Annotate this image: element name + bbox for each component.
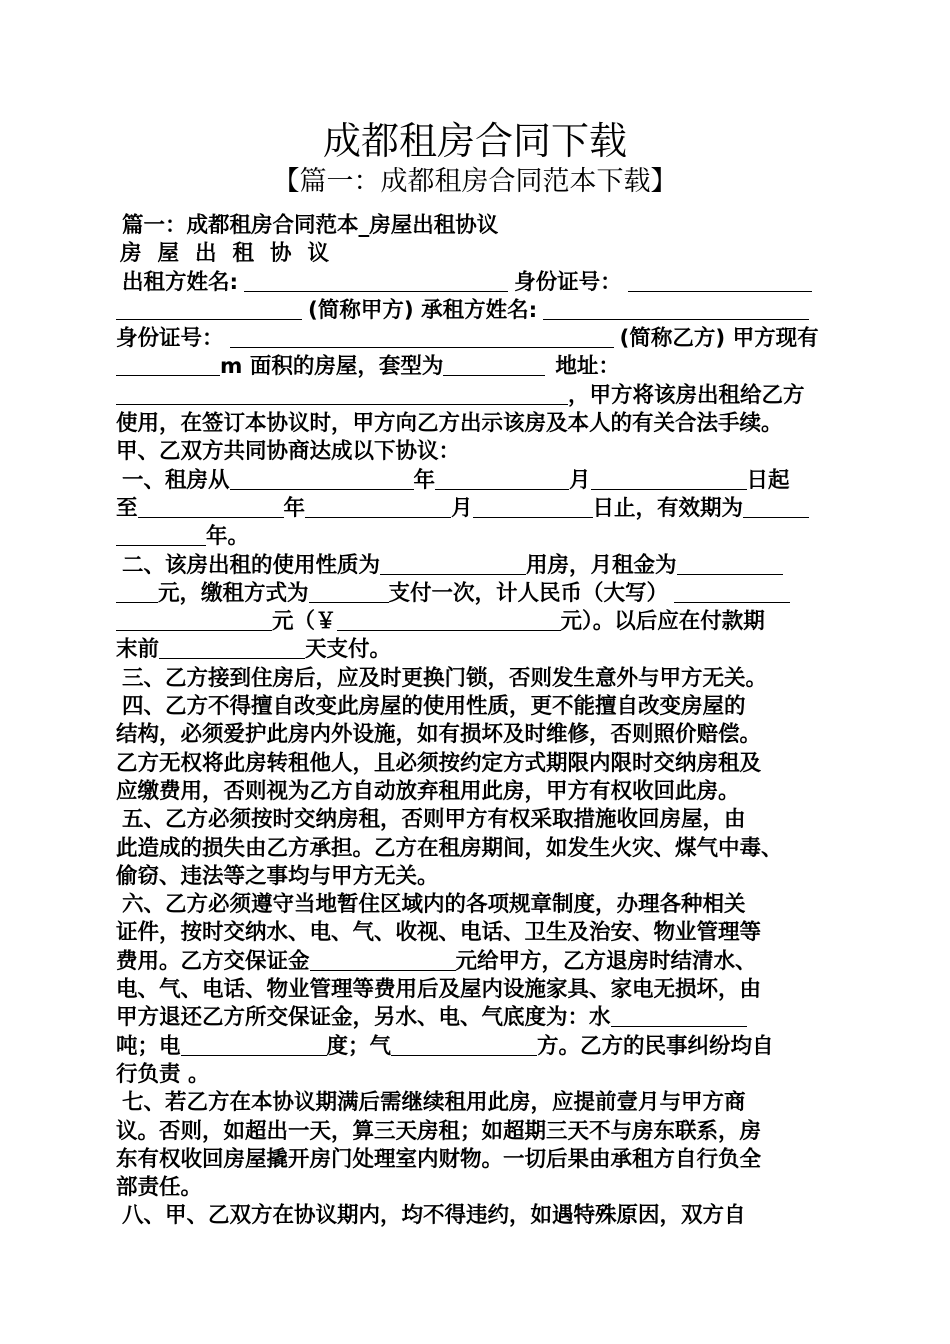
payment-method-blank	[309, 581, 389, 603]
address-blank	[116, 383, 568, 405]
pay-days-blank	[159, 637, 305, 659]
usage-blank	[380, 553, 526, 575]
contract-line: ，甲方将该房出租给乙方	[116, 382, 846, 410]
contract-line: 一、租房从 年 月 日起	[122, 467, 790, 493]
deposit-blank	[310, 949, 456, 971]
contract-line: 结构，必须爱护此房内外设施，如有损坏及时维修，否则照价赔偿。	[116, 722, 762, 748]
contract-line: 出租方姓名: 身份证号：	[116, 269, 846, 297]
contract-line: 应缴费用，否则视为乙方自动放弃租用此房，甲方有权收回此房。	[116, 778, 740, 804]
unit-type-blank	[443, 354, 545, 376]
contract-line: 末前 天支付。	[116, 637, 392, 663]
contract-line: 部责任。	[116, 1175, 203, 1201]
contract-line: 四、乙方不得擅自改变此房屋的使用性质，更不能擅自改变房屋的	[122, 694, 746, 720]
contract-line: 偷窃、违法等之事均与甲方无关。	[116, 863, 439, 889]
contract-line: m 面积的房屋，套型为 地址：	[116, 353, 846, 381]
contract-line: 使用，在签订本协议时，甲方向乙方出示该房及本人的有关合法手续。	[116, 411, 783, 437]
amount-figure-blank	[337, 609, 561, 631]
contract-line: 元，缴租方式为 支付一次，计人民币（大写）	[116, 580, 846, 608]
contract-body	[116, 212, 846, 1231]
tenant-name-blank	[543, 298, 809, 320]
contract-line: 此造成的损失由乙方承担。乙方在租房期间，如发生火灾、煤气中毒、	[116, 835, 783, 861]
contract-line: 五、乙方必须按时交纳房租，否则甲方有权采取措施收回房屋，由	[122, 807, 746, 833]
document-subtitle: 【篇一：成都租房合同范本下载】	[272, 166, 678, 197]
monthly-rent-blank-cont	[116, 581, 158, 603]
contract-line: 电、气、电话、物业管理等费用后及屋内设施家具、家电无损坏，由	[116, 977, 762, 1003]
amount-words-blank-cont	[116, 609, 272, 631]
contract-line: 议。否则，如超出一天，算三天房租；如超期三天不与房东联系，房	[116, 1118, 762, 1144]
contract-line: 行负责 。	[116, 1061, 210, 1087]
contract-line: 东有权收回房屋撬开房门处理室内财物。一切后果由承租方自行负全	[116, 1146, 762, 1172]
contract-line: 元（￥ 元）。以后应在付款期	[116, 608, 846, 636]
contract-line: 年。	[116, 523, 846, 551]
start-day-blank	[591, 468, 747, 490]
section-heading: 篇一：成都租房合同范本_房屋出租协议	[122, 213, 499, 238]
landlord-id-blank	[628, 270, 812, 292]
contract-line: 吨；电 度；气 方。乙方的民事纠纷均自	[116, 1033, 774, 1059]
start-year-blank	[230, 468, 414, 490]
area-blank	[116, 354, 220, 376]
electricity-reading-blank	[181, 1034, 327, 1056]
contract-line: 七、若乙方在本协议期满后需继续租用此房，应提前壹月与甲方商	[122, 1090, 746, 1116]
contract-line: 八、甲、乙双方在协议期内，均不得违约，如遇特殊原因，双方自	[122, 1203, 746, 1229]
agreement-heading: 房屋出租协议	[120, 241, 346, 267]
contract-line: 费用。乙方交保证金 元给甲方，乙方退房时结清水、	[116, 948, 757, 974]
contract-line: 甲、乙双方共同协商达成以下协议：	[116, 439, 461, 465]
contract-line: (简称甲方) 承租方姓名:	[116, 297, 846, 325]
amount-words-blank	[674, 581, 790, 603]
gas-reading-blank	[391, 1034, 537, 1056]
term-blank-cont	[116, 524, 206, 546]
landlord-id-blank-cont	[116, 298, 302, 320]
contract-line: 三、乙方接到住房后，应及时更换门锁，否则发生意外与甲方无关。	[122, 665, 768, 691]
contract-line: 六、乙方必须遵守当地暂住区域内的各项规章制度，办理各种相关	[122, 892, 746, 918]
contract-line: 二、该房出租的使用性质为 用房，月租金为	[116, 552, 846, 580]
water-reading-blank	[611, 1005, 747, 1027]
monthly-rent-blank	[677, 553, 783, 575]
end-year-blank	[138, 496, 284, 518]
contract-line: 证件，按时交纳水、电、气、收视、电话、卫生及治安、物业管理等	[116, 920, 762, 946]
contract-line: 甲方退还乙方所交保证金，另水、电、气底度为：水	[116, 1004, 846, 1032]
end-day-blank	[473, 496, 593, 518]
start-month-blank	[435, 468, 569, 490]
landlord-name-blank	[244, 270, 508, 292]
contract-line: 至 年 月 日止，有效期为	[116, 495, 846, 523]
end-month-blank	[305, 496, 451, 518]
contract-line: 乙方无权将此房转租他人，且必须按约定方式期限内限时交纳房租及	[116, 750, 762, 776]
term-blank	[743, 496, 809, 518]
document-title: 成都租房合同下载	[322, 119, 627, 163]
contract-line: 身份证号： (简称乙方) 甲方现有	[116, 326, 819, 352]
tenant-id-blank	[230, 326, 614, 348]
